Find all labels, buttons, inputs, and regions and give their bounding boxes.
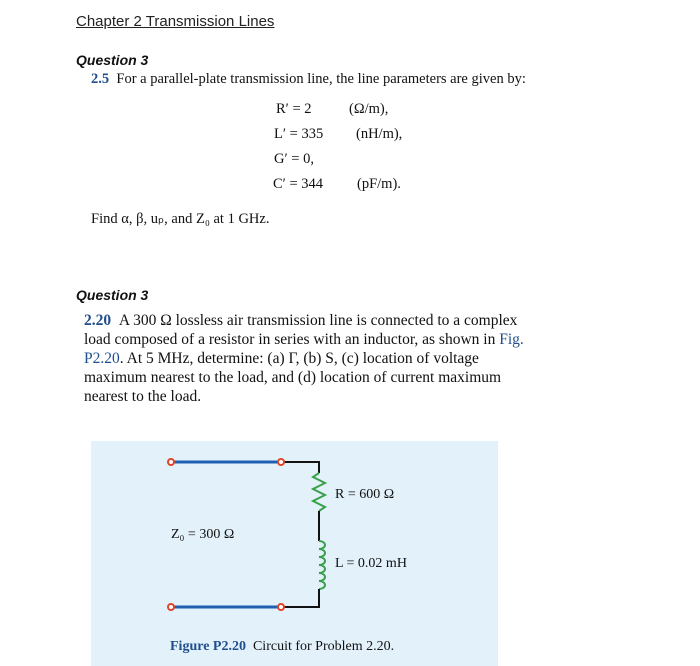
figure-caption-number: Figure P2.20 xyxy=(170,639,246,654)
circuit-diagram xyxy=(91,441,498,666)
load-terminal-top xyxy=(278,459,284,465)
question-2-heading: Question 3 xyxy=(76,287,149,303)
find-statement: Find α, β, uₚ, and Z₀ at 1 GHz. xyxy=(91,211,270,227)
inductor-label: L = 0.02 mH xyxy=(335,556,407,571)
figure-caption-text: Circuit for Problem 2.20. xyxy=(252,639,395,654)
problem-number: 2.5 xyxy=(91,71,110,87)
param-l-unit: (nH/m), xyxy=(356,126,403,142)
param-r-unit: (Ω/m), xyxy=(349,101,389,117)
problem-intro-text: For a parallel-plate transmission line, the line parameters are given by: xyxy=(116,71,526,87)
resistor-symbol xyxy=(313,473,325,511)
load-wire-bottom xyxy=(283,589,319,607)
load-terminal-bottom xyxy=(278,604,284,610)
param-c: C′ = 344 xyxy=(273,176,324,192)
figure-p2-20 xyxy=(91,441,498,666)
problem-2-20-text xyxy=(84,311,524,406)
param-c-unit: (pF/m). xyxy=(357,176,401,192)
problem-text-b: . At 5 MHz, determine: (a) Γ, (b) S, (c) location of voltage maximum nearest to the load, and (d) location of current maximum nearest to the load. xyxy=(84,350,502,405)
input-terminal-bottom xyxy=(168,604,174,610)
problem-text-a: A 300 Ω lossless air transmission line is connected to a complex load composed of a resistor in series with an inductor, as shown in xyxy=(84,312,518,348)
load-wire-top xyxy=(283,462,319,473)
param-l: L′ = 335 xyxy=(274,126,324,142)
z0-label: Z₀ = 300 Ω xyxy=(171,527,235,542)
figure-reference-link[interactable]: Fig. P2.20 xyxy=(84,331,524,367)
param-r: R′ = 2 xyxy=(276,101,312,117)
param-g: G′ = 0, xyxy=(274,151,314,167)
problem-2-5-intro xyxy=(91,70,526,89)
inductor-symbol xyxy=(319,541,325,589)
resistor-label: R = 600 Ω xyxy=(335,487,395,502)
input-terminal-top xyxy=(168,459,174,465)
question-1-heading: Question 3 xyxy=(76,52,149,68)
figure-caption xyxy=(170,639,394,655)
problem-number: 2.20 xyxy=(84,312,112,329)
chapter-title: Chapter 2 Transmission Lines xyxy=(76,13,275,30)
